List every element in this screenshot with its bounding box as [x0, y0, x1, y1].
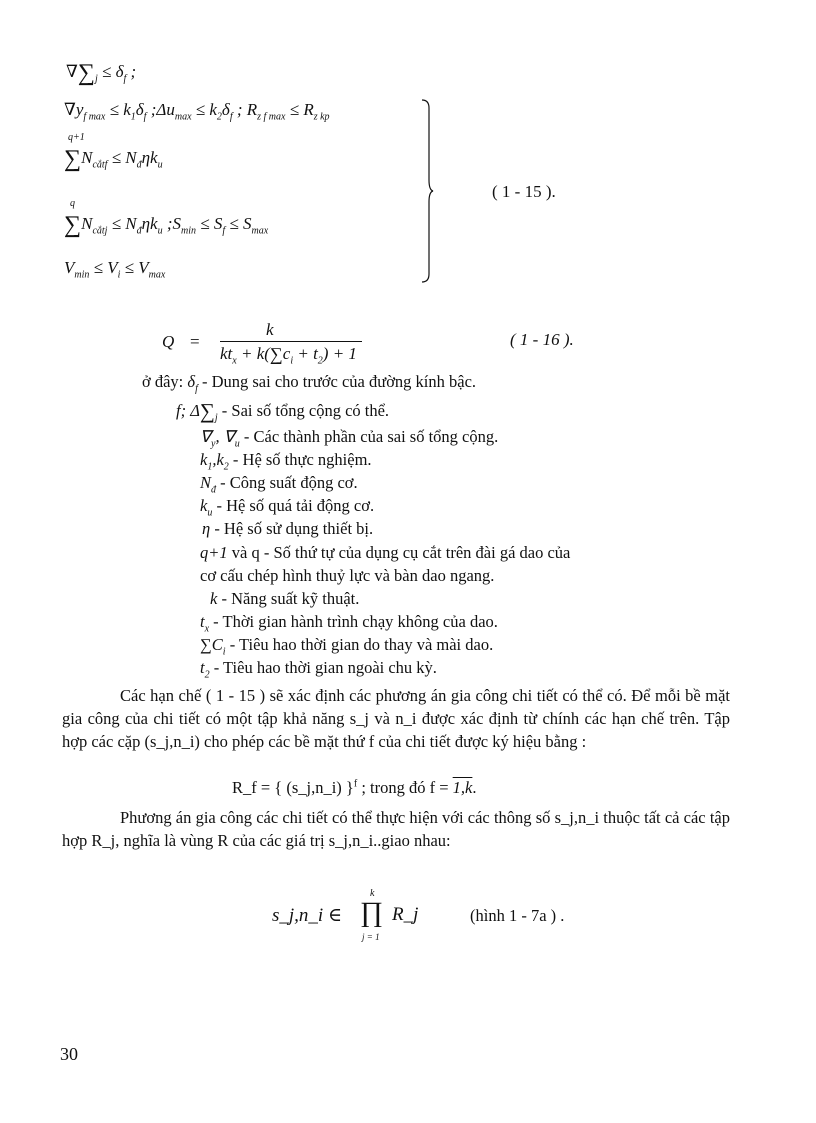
def-10-text: - Thời gian hành trình chạy không của dao. — [209, 612, 498, 631]
set-end: . — [472, 778, 477, 797]
def-11-text: - Tiêu hao thời gian do thay và mài dao. — [225, 635, 494, 654]
definition-11: $\sum C_i$ - Tiêu hao thời gian do thay và mài dao. — [200, 635, 494, 658]
definition-10: $t_x$ - Thời gian hành trình chạy không của dao. — [200, 612, 498, 635]
def-2-text: - Các thành phần của sai số tổng cộng. — [239, 427, 499, 446]
equation-number-1-15: ( 1 - 15 ). — [492, 182, 556, 201]
paragraph-constraints: Các hạn chế ( 1 - 15 ) sẽ xác định các phương án gia công chi tiết có thể có. Để mỗi bề mặt gia công của chi tiết có một tập khả năng s_j và n_i được xác định từ chính các hạn chế trên. Tập hợp các cặp (s_j,n_i) cho phép các bề mặt thứ f của chi tiết được ký hiệu bằng : — [62, 686, 730, 751]
right-brace — [420, 98, 434, 284]
q-numerator: k — [266, 320, 274, 339]
def-6-text: - Hệ số sử dụng thiết bị. — [210, 519, 374, 538]
final-formula-lhs: s_j,n_i ∈ — [272, 905, 343, 926]
definition-7: q+1 và q - Số thứ tự của dụng cụ cắt trên đài gá dao của — [200, 543, 571, 562]
fraction-bar — [220, 341, 362, 342]
def-4-text: - Công suất động cơ. — [216, 473, 358, 492]
definition-7-cont — [200, 566, 494, 586]
final-set: R_j — [392, 904, 419, 925]
set-range: 1,k — [452, 778, 473, 797]
definition-9: k - Năng suất kỹ thuật. — [210, 589, 360, 608]
def-0-text: - Dung sai cho trước của đường kính bậc. — [197, 372, 477, 391]
product-symbol: ∏ — [360, 897, 384, 928]
page-number: 30 — [60, 1044, 78, 1064]
def-12-text: - Tiêu hao thời gian ngoài chu kỳ. — [209, 658, 437, 677]
definition-3: $k_1,k_2$ - Hệ số thực nghiệm. — [200, 450, 372, 473]
formula-line-2: $\nabla y_{f max} \le k_1\delta_f$ $;\Delta u_{max} \le k_2\delta_f$ ; $R_{z f max} \le R_{z kp}$ — [64, 100, 330, 123]
def-5-text: - Hệ số quá tải động cơ. — [212, 496, 375, 515]
sum-upper-1: q+1 — [68, 132, 85, 143]
intro-label: ở đây: — [142, 372, 184, 391]
q-denominator: $kt_x + k(\sum c_i + t_2) + 1$ — [220, 344, 357, 367]
def-3-text: - Hệ số thực nghiệm. — [228, 450, 372, 469]
figure-reference: (hình 1 - 7a ) . — [470, 906, 565, 925]
definition-4: $N_đ$ - Công suất động cơ. — [200, 473, 358, 496]
set-definition — [232, 778, 477, 798]
definition-6: η - Hệ số sử dụng thiết bị. — [202, 519, 374, 538]
definition-1: f; $\Delta\sum_j$ - Sai số tổng cộng có thể. — [176, 399, 390, 424]
definition-intro: ở đây: $\delta_f$ - Dung sai cho trước của đường kính bậc. — [142, 372, 477, 395]
product-upper: k — [370, 888, 375, 899]
formula-line-4: $\sum N_{cắtj} \le N_đ\eta k_u$ $;S_{min} \le S_f \le S_{max}$ — [64, 212, 269, 238]
equation-number-1-16: ( 1 - 16 ). — [510, 330, 574, 349]
sum-upper-2: q — [70, 198, 75, 209]
formula-line-1: $\nabla\sum_j \le \delta_f$ ; — [66, 60, 137, 86]
def-1-text: - Sai số tổng cộng có thể. — [217, 401, 390, 420]
def-7-text: và q - Số thứ tự của dụng cụ cắt trên đài gá dao của — [227, 543, 571, 562]
def-8-text: cơ cấu chép hình thuỷ lực và bàn dao ngang. — [200, 566, 495, 585]
set-mid: ; trong đó f = — [357, 778, 453, 797]
def-9-text: - Năng suất kỹ thuật. — [217, 589, 360, 608]
formula-line-3: $\sum N_{cắtf} \le N_đ\eta k_u$ — [64, 146, 163, 172]
definition-12: $t_2$ - Tiêu hao thời gian ngoài chu kỳ. — [200, 658, 437, 681]
formula-line-5: $V_{min} \le V_i \le V_{max}$ — [64, 258, 166, 281]
set-lhs: R_f = { (s_j,n_i) } — [232, 778, 354, 797]
set-sup: f — [353, 778, 358, 790]
definition-2: $\nabla_y$, $\nabla_u$ - Các thành phần của sai số tổng cộng. — [200, 427, 499, 450]
q-equals: = — [190, 332, 200, 351]
product-lower: j = 1 — [362, 932, 380, 942]
q-lhs: Q — [162, 332, 175, 351]
definition-5: $k_u$ - Hệ số quá tải động cơ. — [200, 496, 375, 519]
paragraph-options: Phương án gia công các chi tiết có thể thực hiện với các thông số s_j,n_i thuộc tất cả các tập hợp R_j, nghĩa là vùng R của các giá trị s_j,n_i..giao nhau: — [62, 808, 730, 850]
